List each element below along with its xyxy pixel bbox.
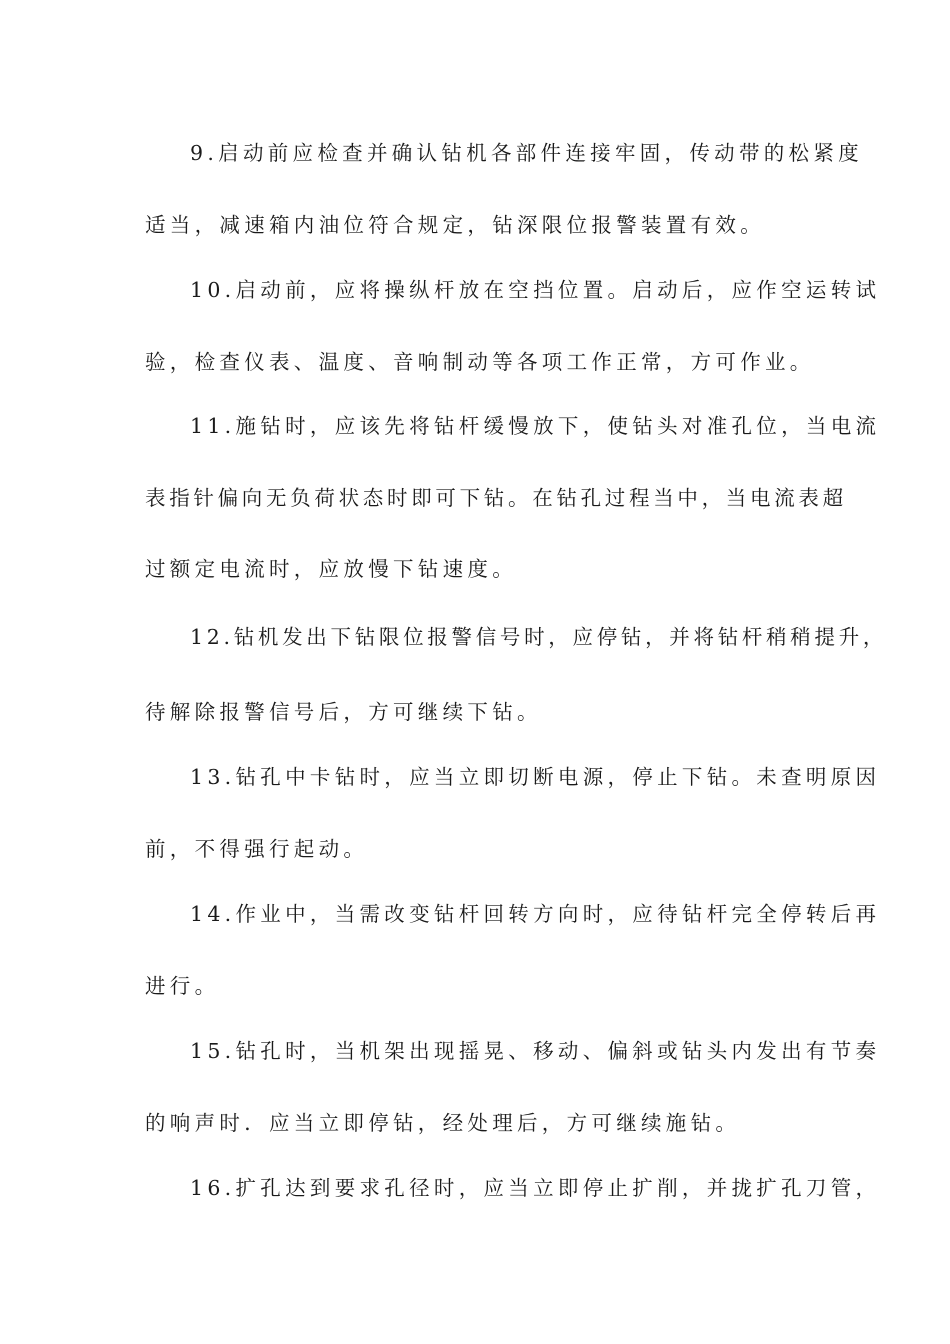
paragraph-11-line-2 (0, 478, 950, 518)
text-line: 16.扩孔达到要求孔径时，应当立即停止扩削，并拢扩孔刀管， (190, 1176, 881, 1200)
paragraph-11-line-1 (0, 406, 950, 446)
text-line: 13.钻孔中卡钻时，应当立即切断电源，停止下钻。未查明原因 (190, 765, 881, 789)
text-line: 15.钻孔时，当机架出现摇晃、移动、偏斜或钻头内发出有节奏 (190, 1039, 881, 1063)
text-line: 14.作业中，当需改变钻杆回转方向时，应待钻杆完全停转后再 (190, 902, 881, 926)
paragraph-9-line-2 (0, 205, 950, 245)
text-line: 11.施钻时，应该先将钻杆缓慢放下，使钻头对准孔位，当电流 (190, 414, 881, 438)
paragraph-13-line-2 (0, 829, 950, 869)
text-line: 表指针偏向无负荷状态时即可下钻。在钻孔过程当中，当电流表超 (145, 486, 847, 510)
paragraph-12-line-1 (0, 617, 950, 657)
paragraph-15-line-1 (0, 1031, 950, 1071)
paragraph-14-line-1 (0, 894, 950, 934)
paragraph-14-line-2 (0, 966, 950, 1006)
paragraph-10-line-2 (0, 342, 950, 382)
text-line: 12.钻机发出下钻限位报警信号时，应停钻，并将钻杆稍稍提升， (190, 625, 888, 649)
text-line: 9.启动前应检查并确认钻机各部件连接牢固，传动带的松紧度 (190, 141, 863, 165)
paragraph-15-line-2 (0, 1103, 950, 1143)
text-line: 过额定电流时，应放慢下钻速度。 (145, 557, 517, 581)
text-line: 10.启动前，应将操纵杆放在空挡位置。启动后，应作空运转试 (190, 278, 881, 302)
paragraph-10-line-1 (0, 270, 950, 310)
paragraph-13-line-1 (0, 757, 950, 797)
paragraph-12-line-2 (0, 692, 950, 732)
text-line: 验，检查仪表、温度、音响制动等各项工作正常，方可作业。 (145, 350, 815, 374)
paragraph-16-line-1 (0, 1168, 950, 1208)
text-line: 待解除报警信号后，方可继续下钻。 (145, 700, 542, 724)
paragraph-11-line-3 (0, 549, 950, 589)
paragraph-9-line-1 (0, 133, 950, 173)
text-line: 适当，减速箱内油位符合规定，钻深限位报警装置有效。 (145, 213, 765, 237)
text-line: 的响声时．应当立即停钻，经处理后，方可继续施钻。 (145, 1111, 741, 1135)
text-line: 前，不得强行起动。 (145, 837, 369, 861)
text-line: 进行。 (145, 974, 220, 998)
